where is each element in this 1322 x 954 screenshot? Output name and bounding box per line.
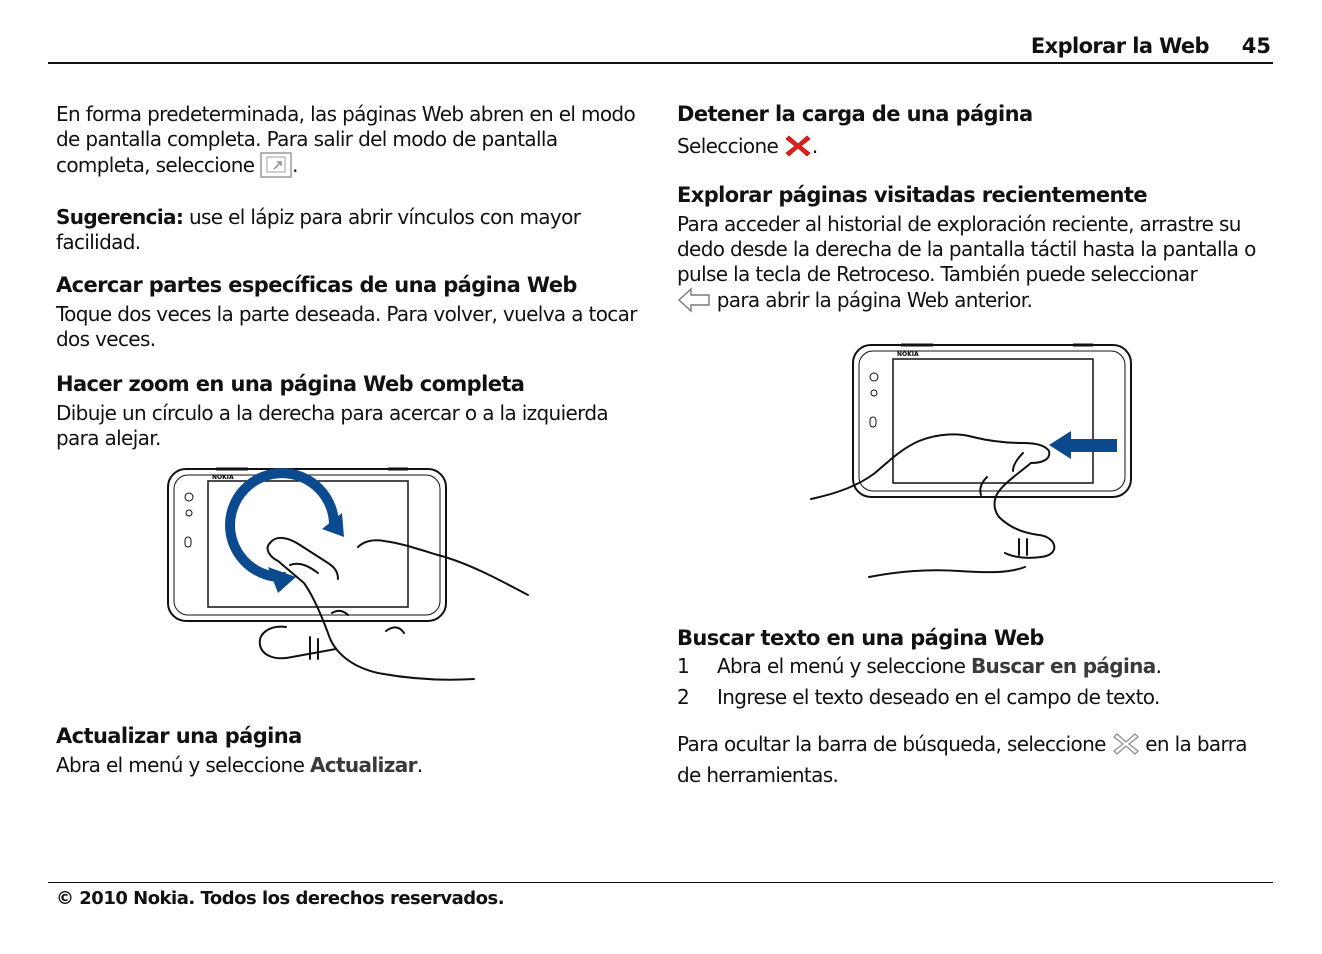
zoom-parts-text: Toque dos veces la parte deseada. Para volver, vuelva a tocar dos veces. [56,302,637,351]
zoom-parts-heading: Acercar partes específicas de una página Web [56,273,577,297]
step-end: . [1155,654,1162,678]
tip-text: use el lápiz para abrir vínculos con mayor facilidad. [56,205,581,254]
history-heading: Explorar páginas visitadas recientemente [677,183,1147,207]
intro-end: . [292,153,298,177]
refresh-text: Abra el menú y seleccione [56,753,310,777]
zoom-page-text: Dibuje un círculo a la derecha para acercar o a la izquierda para alejar. [56,401,609,450]
right-column [677,100,1271,788]
tablet-device [853,345,1131,497]
stop-heading: Detener la carga de una página [677,102,1033,126]
step-number: 1 [677,654,690,678]
stop-icon [784,133,812,165]
refresh-end: . [416,753,423,777]
stop-text: Seleccione [677,134,779,158]
hide-search-paragraph [677,731,1271,788]
refresh-paragraph [56,753,652,778]
copyright-text: © 2010 Nokia. Todos los derechos reservados. [56,888,505,909]
refresh-heading: Actualizar una página [56,724,302,748]
search-step-2 [677,685,1271,710]
step-command: Buscar en página [970,654,1156,678]
device-brand-label: NOKIA [212,474,234,481]
refresh-command: Actualizar [309,753,417,777]
search-steps [677,654,1271,710]
page-number: 45 [1241,34,1271,58]
swipe-back-illustration [809,343,1229,603]
history-paragraph [677,212,1271,319]
history-text-after-icon: para abrir la página Web anterior. [711,288,1033,312]
page-header [48,32,1273,64]
hide-search-text-end: en la barra de herramientas. [677,732,1247,787]
step-text: Ingrese el texto deseado en el campo de texto. [717,685,1160,709]
hide-search-text: Para ocultar la barra de búsqueda, seleccione [677,732,1106,756]
device-brand-label-2: NOKIA [897,351,919,358]
step-number: 2 [677,685,690,709]
intro-text: En forma predeterminada, las páginas Web abren en el modo de pantalla completa. Para salir del modo de pantalla completa, seleccione [56,102,636,177]
left-column [56,100,652,778]
zoom-page-heading: Hacer zoom en una página Web completa [56,372,525,396]
tip-label: Sugerencia: [56,205,184,229]
intro-paragraph [56,102,652,184]
stop-end: . [811,134,818,158]
step-text: Abra el menú y seleccione [717,654,971,678]
circle-zoom-illustration [138,467,638,717]
search-step-1 [677,654,1271,679]
history-text: Para acceder al historial de exploración reciente, arrastre su dedo desde la derecha de la pantalla táctil hasta la pantalla o pulse la tecla de Retroceso. También puede seleccionar [677,212,1256,286]
tip-paragraph [56,205,652,255]
header-title: Explorar la Web [1030,34,1209,58]
stop-paragraph [677,133,1271,165]
search-heading: Buscar texto en una página Web [677,626,1044,650]
back-arrow-icon [677,287,711,319]
close-search-icon [1112,731,1140,763]
page-footer [48,882,1273,909]
fullscreen-exit-icon [260,152,292,184]
